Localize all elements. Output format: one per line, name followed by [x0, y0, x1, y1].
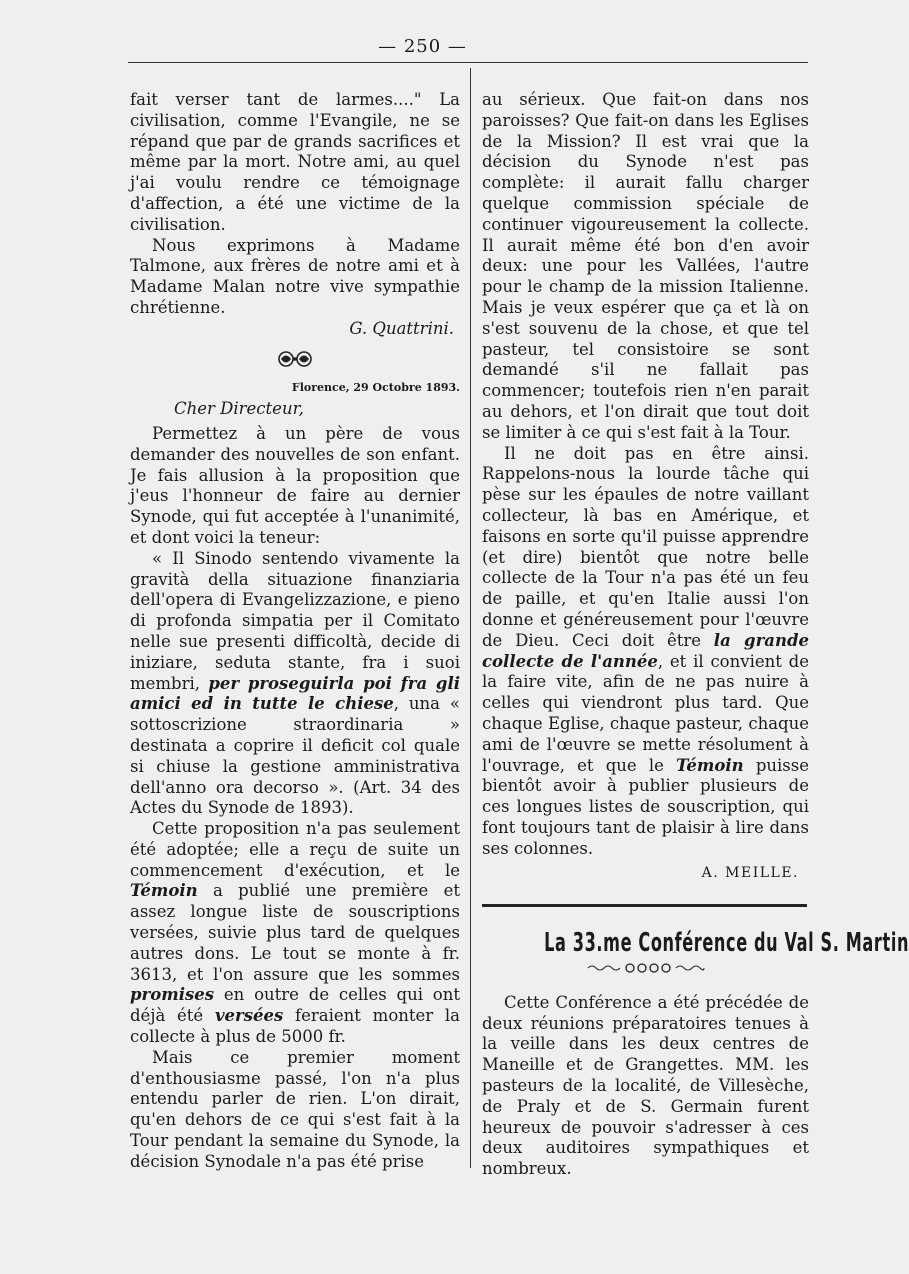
promises-word: promises [130, 985, 215, 1005]
grande-collecte-emphasis: la grande collecte de l'année [482, 630, 809, 671]
adoption-part-d: feraient monter la collecte à plus de 5000 fr. [130, 1006, 461, 1047]
paragraph-proposition: Permettez à un père de vous demander des nouvelles de son enfant. Je fais allusion à la proposition que j'eus l'honneur de faire au dernier Synode, qui fut acceptée à l'unanimité, et dont voici la teneur: [130, 423, 460, 547]
ornament-icon [130, 346, 460, 377]
temoin-name: Témoin [130, 881, 198, 901]
rappelons-part-a: Il ne doit pas en être ainsi. Rappelons-nous la lourde tâche qui pèse sur les épaules de notre vaillant collecteur, là bas en Amérique, et faisons en sorte qu'il puisse apprendre (et dire) bientôt que notre belle collecte de la Tour n'a pas été un feu de paille, et qu'en Italie aussi l'on donne et généreusement pour l'œuvre de Dieu. Ceci doit être [482, 443, 809, 650]
left-column [130, 90, 460, 1173]
right-column [482, 90, 909, 1180]
rappelons-part-c: puisse bientôt avoir à publier plusieurs de ces longues listes de souscription, qui font toujours tant de plaisir à lire dans ses colonnes. [482, 755, 810, 858]
paragraph-rappelons [482, 444, 809, 860]
section-divider [482, 904, 807, 907]
versees-word: versées [214, 1006, 284, 1026]
section-title: La 33.me Conférence du Val S. Martin [544, 928, 909, 959]
adoption-part-b: a publié une première et assez longue liste de souscriptions versées, suivie plus tard de quelques autres dons. Le tout se monte à fr. 3613, et l'on assure que les sommes [130, 881, 461, 984]
paragraph-enthousiasme: Mais ce premier moment d'enthousiasme passé, l'on n'a plus entendu parler de rien. L'on dirait, qu'en dehors de ce qui s'est fait à la Tour pendant la semaine du Synode, la décision Synodale n'a pas été prise [130, 1047, 460, 1171]
fleuron-icon [275, 346, 315, 372]
signature-quattrini: G. Quattrini. [349, 318, 454, 338]
paragraph-serieux: au sérieux. Que fait-on dans nos paroisses? Que fait-on dans les Eglises de la Mission? Il est vrai que la décision du Synode n'est pas complète: il aurait fallu charger quelque commission spéciale de continuer vigoureusement la collecte. Il aurait même été bon d'en avoir deux: une pour les Vallées, l'autre pour le champ de la mission Italienne. Mais je veux espérer que ça et là on s'est souvenu de la chose, et que tel pasteur, tel consistoire se sont demandé s'il ne fallait pas commencer; toutefois rien n'en parait au dehors, et l'on dirait que tout doit se limiter à ce qui s'est fait à la Tour. [482, 90, 809, 442]
ornament-squiggle-icon [482, 960, 809, 981]
header-rule [128, 62, 808, 63]
paragraph-adoption [130, 819, 460, 1048]
column-divider [470, 68, 471, 1168]
paragraph-civilisation: fait verser tant de larmes...." La civilisation, comme l'Evangile, ne se répand que par de grands sacrifices et même par la mort. Notre ami, au quel j'ai voulu rendre ce témoignage d'affection, a été une victime de la civilisation. [130, 90, 460, 234]
adoption-part-a: Cette proposition n'a pas seulement été adoptée; elle a reçu de suite un commencement d'exécution, et le [130, 819, 460, 880]
rappelons-part-b: , et il convient de la faire vite, afin de ne pas nuire à celles qui viendront plus tard. Que chaque Eglise, chaque pasteur, chaque ami de l'œuvre se mette résolument à l'ouvrage, et que le [482, 651, 809, 775]
adoption-part-c: en outre de celles qui ont déjà été [130, 985, 460, 1026]
paragraph-sinodo-quote [130, 549, 460, 819]
temoin-name-right: Témoin [676, 755, 744, 775]
signature-meille: A. MEILLE. [701, 865, 799, 882]
page-number: — 250 — [378, 36, 467, 57]
paragraph-conference: Cette Conférence a été précédée de deux réunions préparatoires tenues à la veille dans les deux centres de Maneille et de Grangettes. MM. les pasteurs de la localité, de Villesèche, de Praly et de S. Germain furent heureux de pouvoir s'adresser à ces deux auditoires sympathiques et nombreux. [482, 992, 809, 1179]
squiggle-icon [586, 962, 706, 974]
letter-date: Florence, 29 Octobre 1893. [291, 381, 460, 395]
quote-part-a: « Il Sinodo sentendo vivamente la gravità della situazione finanziaria dell'opera di Evangelizzazione, e pieno di profonda simpatia per il Comitato nelle sue presenti difficoltà, decide di iniziare, seduta stante, fra i suoi membri, [130, 548, 460, 693]
letter-salutation: Cher Directeur, [174, 399, 304, 419]
quote-emphasis: per proseguirla poi fra gli amici ed in tutte le chiese [130, 673, 460, 714]
paragraph-sympathie: Nous exprimons à Madame Talmone, aux frères de notre ami et à Madame Malan notre vive sympathie chrétienne. [130, 235, 460, 317]
quote-part-b: , una « sottoscrizione straordinaria » destinata a coprire il deficit col quale si chiuse la gestione amministrativa dell'anno ora decorso ». (Art. 34 des Actes du Synode de 1893). [130, 694, 460, 818]
